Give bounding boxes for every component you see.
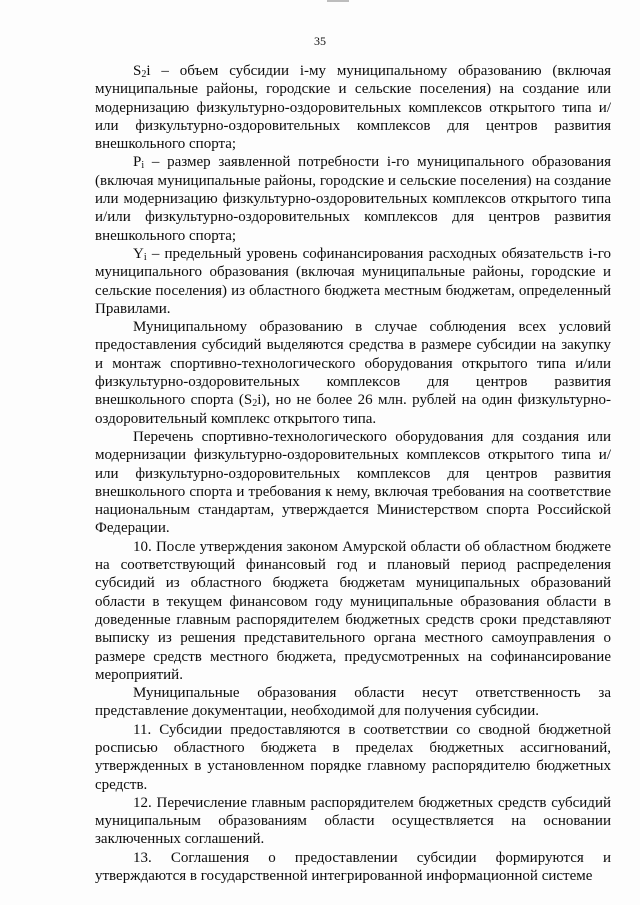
- scan-edge-mark: [327, 0, 349, 2]
- paragraph-subsidy-amount: [95, 318, 611, 428]
- paragraph-pi-definition: [95, 153, 611, 244]
- paragraph-item-12: 12. Перечисление главным распорядителем бюджетных средств субсидий муниципальным образованиям области осуществляется на основании заключенных соглашений.: [95, 794, 611, 848]
- formula-symbol: S: [133, 63, 142, 79]
- paragraph-equipment-list: Перечень спортивно-технологического оборудования для создания или модернизации физкультурно-оздоровительных комплексов открытого типа и/или физкультурно-оздоровительных комплексов для центров развития внешкольного спорта и требования к нему, включая требования на соответствие национальным стандартам, утверждается Министерством спорта Российской Федерации.: [95, 428, 611, 537]
- formula-symbol: Y: [133, 245, 144, 262]
- paragraph-text: i), но не более 26 млн. рублей на один физкультурно-оздоровительный комплекс открытого типа.: [95, 392, 612, 427]
- paragraph-yi-definition: [95, 245, 611, 318]
- formula-subscript: 2: [141, 69, 147, 80]
- formula-symbol: P: [133, 154, 142, 171]
- paragraph-text: – предельный уровень софинансирования расходных обязательств i-го муниципального образования (включая муниципальные районы, городские и сельские поселения) из областного бюджета местным бюджетам, определенный Правилами.: [95, 245, 611, 317]
- paragraph-item-10: 10. После утверждения законом Амурской области об областном бюджете на соответствующий финансовый год и плановый период распределения субсидий из областного бюджета бюджетам муниципальных образований области в текущем финансовом году муниципальные образования области в доведенные главным распорядителем бюджетных средств сроки представляют выписку из решения представительного органа местного самоуправления о размере средств местного бюджета, предусмотренных на софинансирование мероприятий.: [95, 538, 611, 683]
- page-number: 35: [314, 34, 326, 48]
- paragraph-item-11: 11. Субсидии предоставляются в соответствии со сводной бюджетной росписью областного бюджета в пределах бюджетных ассигнований, утвержденных в установленном порядке главному распорядителю бюджетных средств.: [95, 721, 611, 793]
- paragraph-text: – размер заявленной потребности i-го муниципального образования (включая муниципальные районы, городские и сельские поселения) на создание или модернизацию физкультурно-оздоровительных комплексов открытого типа и/или физкультурно-оздоровительных комплексов для центров развития внешкольного спорта;: [95, 154, 611, 244]
- paragraph-text: i – объем субсидии i-му муниципальному образованию (включая муниципальные районы, городские и сельские поселения) на создание или модернизацию физкультурно-оздоровительных комплексов открытого типа и/или физкультурно-оздоровительных комплексов для центров развития внешкольного спорта;: [95, 63, 611, 153]
- paragraph-s2i-definition: [95, 62, 611, 153]
- paragraph-item-13: 13. Соглашения о предоставлении субсидии формируются и утверждаются в государственной интегрированной информационной системе: [95, 849, 611, 885]
- document-body: [95, 62, 611, 885]
- formula-subscript: 2: [252, 398, 258, 410]
- paragraph-responsibility: Муниципальные образования области несут ответственность за представление документации, необходимой для получения субсидии.: [95, 685, 611, 720]
- formula-subscript: i: [141, 160, 145, 172]
- formula-subscript: i: [143, 251, 147, 263]
- paragraph-text: Муниципальному образованию в случае соблюдения всех условий предоставления субсидий выделяются средства в размере субсидии на закупку и монтаж спортивно-технологического оборудования открытого типа и/или физкультурно-оздоровительных комплексов для центров развития внешкольного спорта (S: [95, 319, 611, 409]
